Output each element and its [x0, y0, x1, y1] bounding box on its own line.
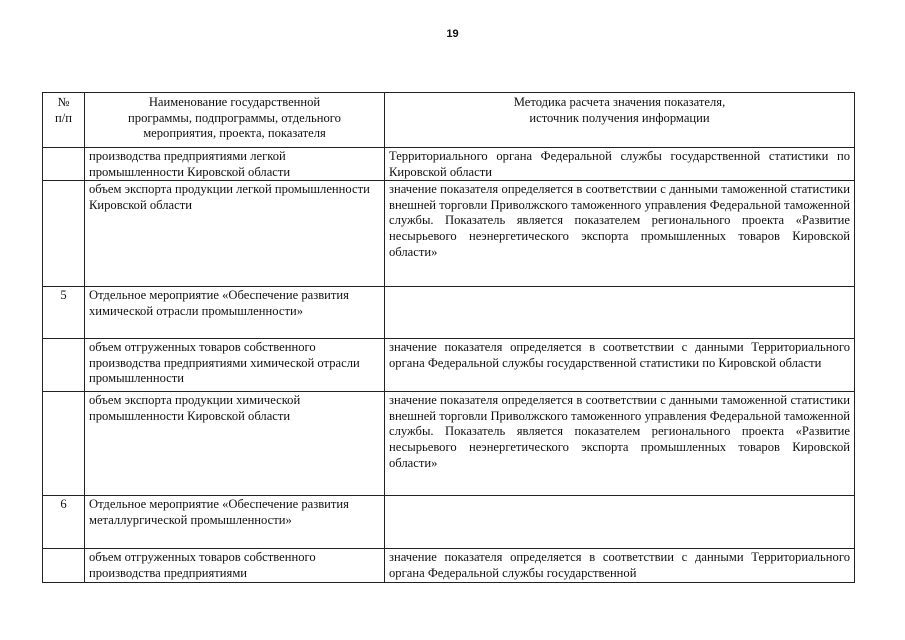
row-number: 5	[43, 287, 85, 339]
header-method	[385, 93, 855, 148]
table-row	[43, 549, 855, 583]
row-method: значение показателя определяется в соответствии с данными таможенной статистики внешней торговли Приволжского таможенного управления Федеральной таможенной службы. Показатель является показателем регионального проекта «Развитие несырьевого неэнергетического экспорта промышленных товаров Кировской области»	[385, 392, 855, 496]
header-name	[85, 93, 385, 148]
row-name: производства предприятиями легкой промышленности Кировской области	[85, 148, 385, 181]
row-number	[43, 148, 85, 181]
row-number	[43, 549, 85, 583]
row-name: объем отгруженных товаров собственного производства предприятиями химической отрасли промышленности	[85, 339, 385, 392]
table-row	[43, 392, 855, 496]
row-name: Отдельное мероприятие «Обеспечение развития химической отрасли промышленности»	[85, 287, 385, 339]
row-name: Отдельное мероприятие «Обеспечение развития металлургической промышленности»	[85, 496, 385, 549]
header-method-line: источник получения информации	[529, 110, 710, 125]
table-row	[43, 181, 855, 287]
table-row	[43, 287, 855, 339]
header-number	[43, 93, 85, 148]
row-method	[385, 496, 855, 549]
header-name-line: мероприятия, проекта, показателя	[143, 126, 326, 141]
row-number	[43, 392, 85, 496]
row-method	[385, 287, 855, 339]
table-row	[43, 339, 855, 392]
table-row	[43, 496, 855, 549]
row-number	[43, 339, 85, 392]
table-row	[43, 148, 855, 181]
indicator-methodology-table	[42, 92, 855, 583]
row-method: Территориального органа Федеральной службы государственной статистики по Кировской области	[385, 148, 855, 181]
row-number	[43, 181, 85, 287]
row-name: объем отгруженных товаров собственного производства предприятиями	[85, 549, 385, 583]
page-number: 19	[446, 28, 459, 40]
header-number-line: №	[57, 95, 70, 109]
header-method-line: Методика расчета значения показателя,	[513, 95, 726, 109]
header-name-line: Наименование государственной	[148, 95, 321, 109]
row-method: значение показателя определяется в соответствии с данными таможенной статистики внешней торговли Приволжского таможенного управления Федеральной таможенной службы. Показатель является показателем регионального проекта «Развитие несырьевого неэнергетического экспорта промышленных товаров Кировской области»	[385, 181, 855, 287]
row-name: объем экспорта продукции химической промышленности Кировской области	[85, 392, 385, 496]
header-name-line: программы, подпрограммы, отдельного	[128, 110, 341, 125]
row-name: объем экспорта продукции легкой промышленности Кировской области	[85, 181, 385, 287]
row-method: значение показателя определяется в соответствии с данными Территориального органа Федеральной службы государственной	[385, 549, 855, 583]
table-header-row	[43, 93, 855, 148]
row-number: 6	[43, 496, 85, 549]
header-number-line: п/п	[55, 110, 72, 125]
row-method: значение показателя определяется в соответствии с данными Территориального органа Федеральной службы государственной статистики по Кировской области	[385, 339, 855, 392]
